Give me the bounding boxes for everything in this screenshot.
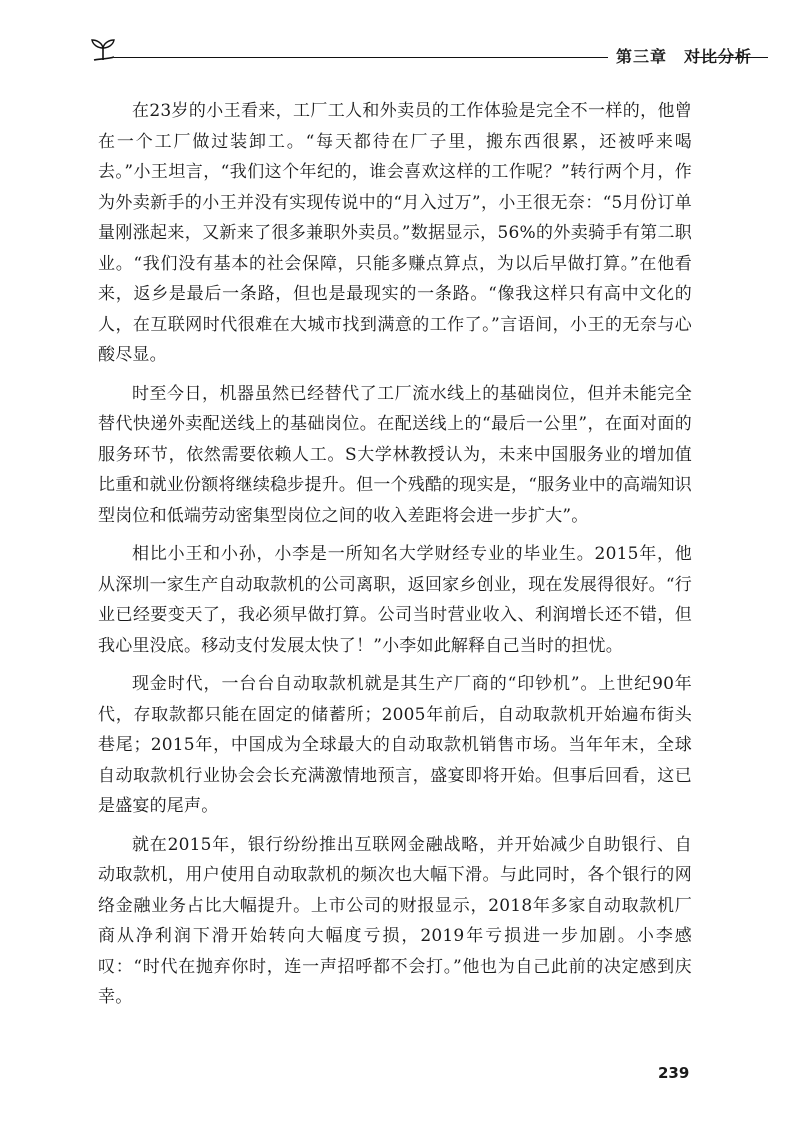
running-header [88, 36, 768, 76]
header-rule-left [114, 57, 608, 58]
header-rule-right [694, 57, 768, 58]
paragraph: 就在2015年，银行纷纷推出互联网金融战略，并开始减少自助银行、自动取款机，用户使用自动取款机的频次也大幅下滑。与此同时，各个银行的网络金融业务占比大幅提升。上市公司的财报显示，2018年多家自动取款机厂商从净利润下滑开始转向大幅度亏损，2019年亏损进一步加剧。小李感叹：“时代在抛弃你时，连一声招呼都不会打。”他也为自己此前的决定感到庆幸。 [98, 834, 692, 1007]
page-number: 239 [658, 1064, 690, 1082]
paragraph: 相比小王和小孙，小李是一所知名大学财经专业的毕业生。2015年，他从深圳一家生产自动取款机的公司离职，返回家乡创业，现在发展得很好。“行业已经要变天了，我必须早做打算。公司当时营业收入、利润增长还不错，但我心里没底。移动支付发展太快了！”小李如此解释自己当时的担忧。 [98, 544, 692, 656]
body-text [98, 96, 692, 1021]
sprout-icon [88, 36, 118, 66]
paragraph: 现金时代，一台台自动取款机就是其生产厂商的“印钞机”。上世纪90年代，存取款都只能在固定的储蓄所；2005年前后，自动取款机开始遍布街头巷尾；2015年，中国成为全球最大的自动取款机销售市场。当年年末，全球自动取款机行业协会会长充满激情地预言，盛宴即将开始。但事后回看，这已是盛宴的尾声。 [98, 674, 692, 816]
paragraph: 在23岁的小王看来，工厂工人和外卖员的工作体验是完全不一样的，他曾在一个工厂做过装卸工。“每天都待在厂子里，搬东西很累，还被呼来喝去。”小王坦言，“我们这个年纪的，谁会喜欢这样的工作呢？”转行两个月，作为外卖新手的小王并没有实现传说中的“月入过万”，小王很无奈：“5月份订单量刚涨起来，又新来了很多兼职外卖员。”数据显示，56%的外卖骑手有第二职业。“我们没有基本的社会保障，只能多赚点算点，为以后早做打算。”在他看来，返乡是最后一条路，但也是最现实的一条路。“像我这样只有高中文化的人，在互联网时代很难在大城市找到满意的工作了。”言语间，小王的无奈与心酸尽显。 [98, 101, 692, 365]
chapter-title: 第三章 对比分析 [616, 47, 753, 66]
paragraph: 时至今日，机器虽然已经替代了工厂流水线上的基础岗位，但并未能完全替代快递外卖配送线上的基础岗位。在配送线上的“最后一公里”，在面对面的服务环节，依然需要依赖人工。S大学林教授认为，未来中国服务业的增加值比重和就业份额将继续稳步提升。但一个残酷的现实是，“服务业中的高端知识型岗位和低端劳动密集型岗位之间的收入差距将会进一步扩大”。 [98, 383, 692, 526]
